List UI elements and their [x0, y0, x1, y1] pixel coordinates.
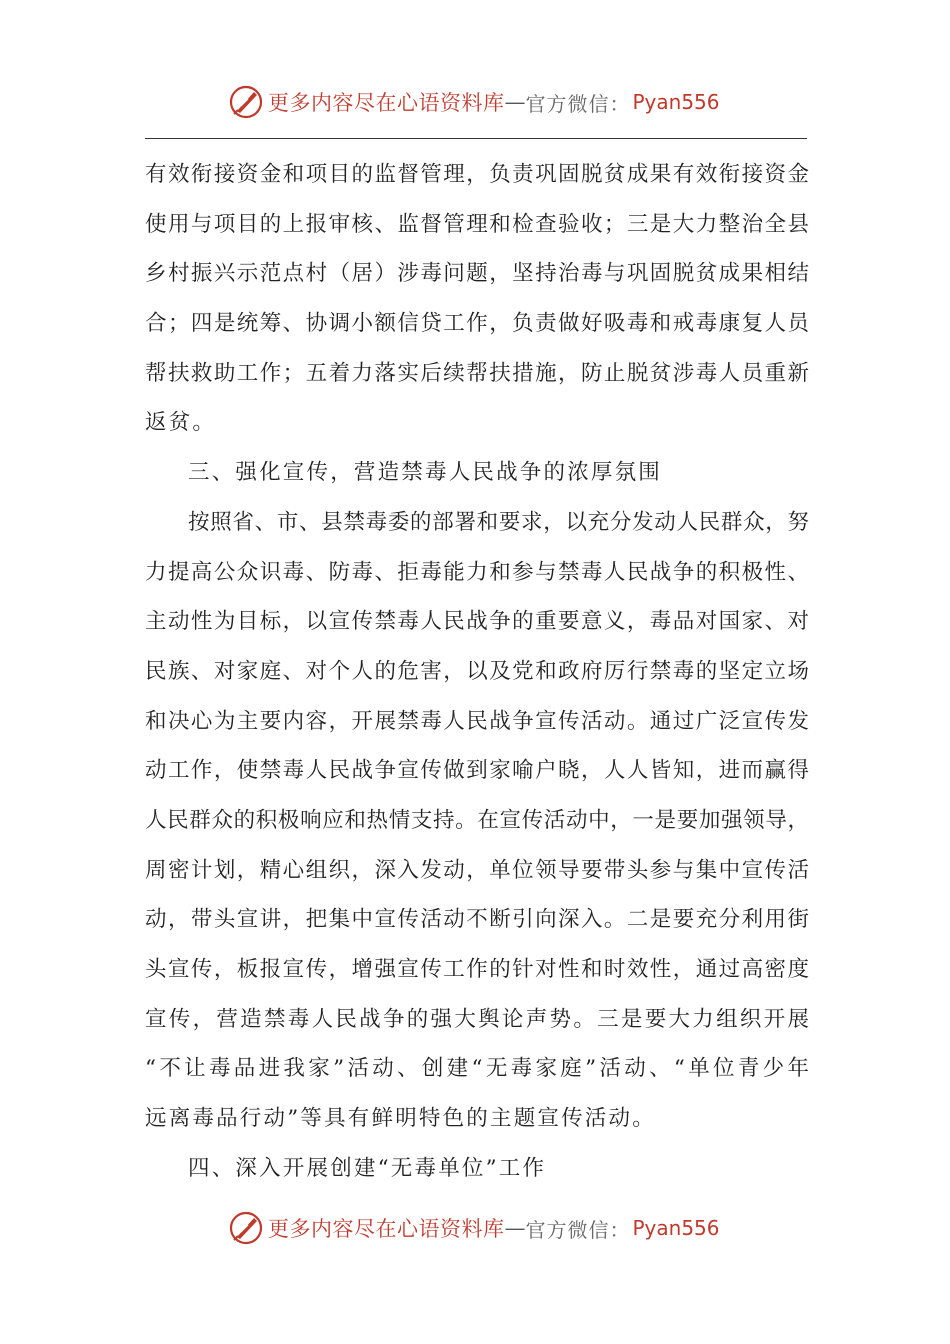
- header-brand: 更多内容尽在心语资料库: [268, 91, 505, 115]
- quill-logo-icon: [228, 84, 264, 120]
- footer-separator: —: [504, 1216, 526, 1240]
- body-line: 头宣传，板报宣传，增强宣传工作的针对性和时效性，通过高密度: [145, 957, 809, 982]
- document-body: [145, 150, 809, 1193]
- section-heading: 三、强化宣传，营造禁毒人民战争的浓厚氛围: [188, 460, 663, 486]
- body-line: 动，带头宣讲，把集中宣传活动不断引向深入。二是要充分利用街: [145, 907, 809, 933]
- body-line: 有效衔接资金和项目的监督管理，负责巩固脱贫成果有效衔接资金: [145, 162, 809, 187]
- body-line: 乡村振兴示范点村（居）涉毒问题，坚持治毒与巩固脱贫成果相结: [145, 261, 809, 287]
- body-line: 合；四是统筹、协调小额信贷工作，负责做好吸毒和戒毒康复人员: [145, 311, 809, 337]
- body-line: 返贫。: [145, 410, 217, 436]
- body-line: 周密计划，精心组织，深入发动，单位领导要带头参与集中宣传活: [145, 857, 809, 883]
- body-line: 主动性为目标，以宣传禁毒人民战争的重要意义，毒品对国家、对: [145, 609, 809, 635]
- body-line: 按照省、市、县禁毒委的部署和要求，以充分发动人民群众，努: [188, 509, 809, 535]
- body-line: 动工作，使禁毒人民战争宣传做到家喻户晓，人人皆知，进而赢得: [145, 758, 809, 784]
- body-line: 人民群众的积极响应和热情支持。在宣传活动中，一是要加强领导，: [145, 807, 809, 833]
- body-line: 和决心为主要内容，开展禁毒人民战争宣传活动。通过广泛宣传发: [145, 708, 809, 734]
- body-line: 民族、对家庭、对个人的危害，以及党和政府厉行禁毒的坚定立场: [145, 658, 809, 684]
- header-banner: [228, 82, 748, 122]
- body-line: 帮扶救助工作；五着力落实后续帮扶措施，防止脱贫涉毒人员重新: [145, 360, 809, 386]
- footer-wechat-id: Pyan556: [632, 1216, 720, 1240]
- section-heading: 四、深入开展创建“无毒单位”工作: [188, 1155, 547, 1181]
- body-line: 力提高公众识毒、防毒、拒毒能力和参与禁毒人民战争的积极性、: [145, 559, 809, 585]
- body-line: 使用与项目的上报审核、监督管理和检查验收；三是大力整治全县: [145, 211, 809, 237]
- footer-official-label: 官方微信：: [525, 1217, 631, 1242]
- header-official-label: 官方微信：: [525, 91, 631, 116]
- body-line: 宣传，营造禁毒人民战争的强大舆论声势。三是要大力组织开展: [145, 1006, 809, 1032]
- body-line: “不让毒品进我家”活动、创建“无毒家庭”活动、“单位青少年: [145, 1056, 809, 1082]
- body-line: 远离毒品行动”等具有鲜明特色的主题宣传活动。: [145, 1106, 656, 1132]
- footer-brand: 更多内容尽在心语资料库: [268, 1217, 505, 1241]
- header-separator: —: [504, 90, 526, 114]
- header-divider: [145, 138, 807, 139]
- header-wechat-id: Pyan556: [632, 90, 720, 114]
- footer-banner: [228, 1208, 748, 1248]
- quill-logo-icon: [228, 1210, 264, 1246]
